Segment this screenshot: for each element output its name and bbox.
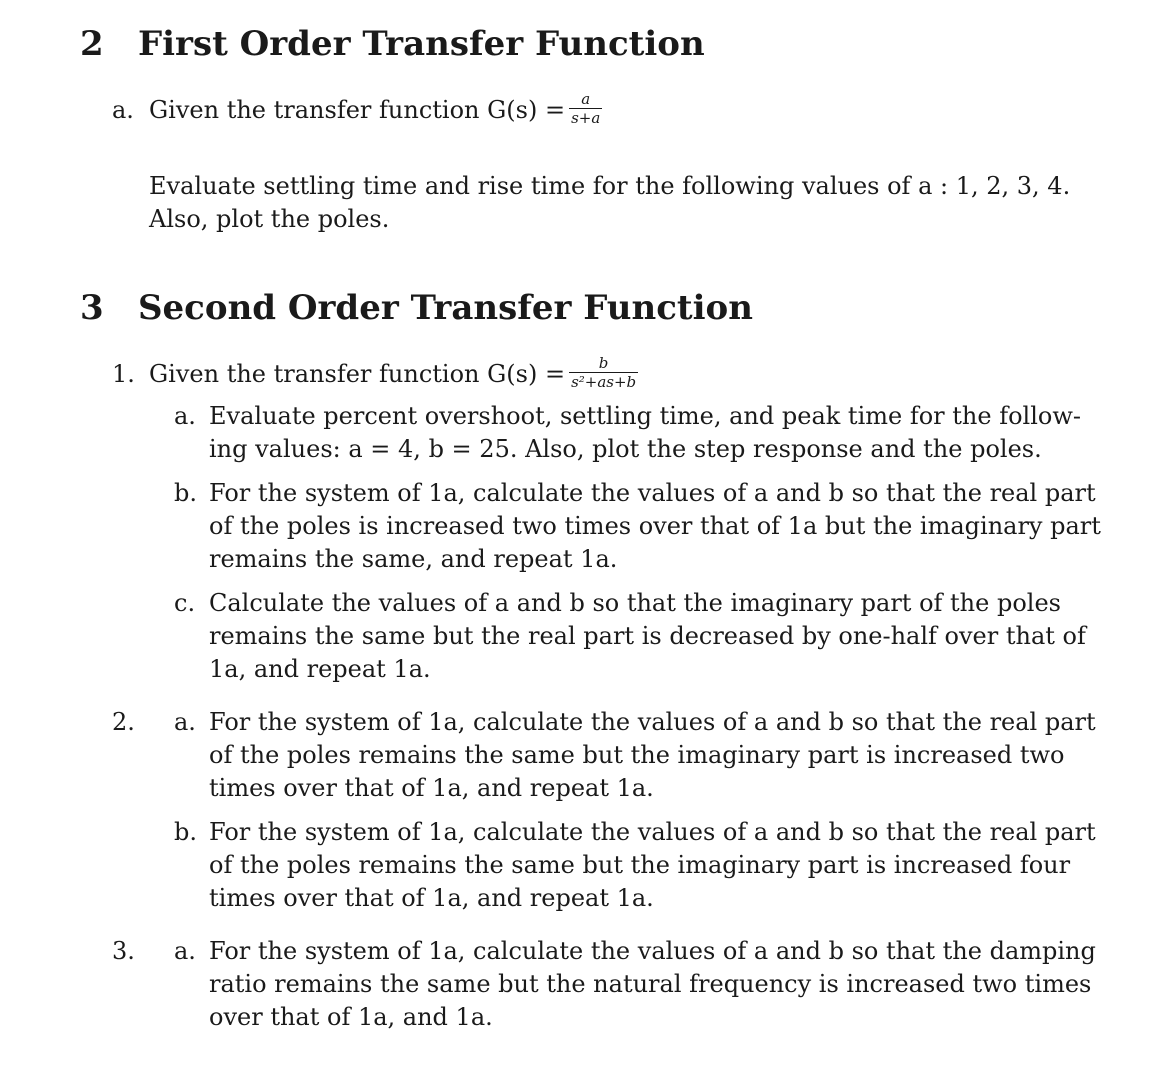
transfer-function-line xyxy=(149,90,602,129)
subitem-1c xyxy=(209,587,1086,686)
given-text: Given the transfer function G(s) = xyxy=(149,360,566,388)
subitem-marker: a. xyxy=(174,937,196,965)
paragraph-line: For the system of 1a, calculate the values of a and b so that the real part xyxy=(209,708,1096,736)
subitem-marker: c. xyxy=(174,589,196,617)
section-2-heading xyxy=(80,24,705,64)
subitem-2b xyxy=(209,816,1096,915)
item-marker: 2. xyxy=(112,708,135,736)
given-text: Given the transfer function G(s) = xyxy=(149,96,566,124)
paragraph-line: Calculate the values of a and b so that the imaginary part of the poles xyxy=(209,589,1061,617)
subitem-2a xyxy=(209,706,1096,805)
subitem-1b xyxy=(209,477,1101,576)
subitem-marker: a. xyxy=(174,708,196,736)
paragraph-line: over that of 1a, and 1a. xyxy=(209,1003,493,1031)
fraction-denominator: s²+as+b xyxy=(571,373,637,391)
paragraph-line: ratio remains the same but the natural frequency is increased two times xyxy=(209,970,1092,998)
paragraph-line: of the poles is increased two times over that of 1a but the imaginary part xyxy=(209,512,1101,540)
paragraph-line: of the poles remains the same but the imaginary part is increased two xyxy=(209,741,1065,769)
subitem-3a xyxy=(209,935,1096,1034)
paragraph-line: remains the same but the real part is decreased by one-half over that of xyxy=(209,622,1086,650)
item-marker: 3. xyxy=(112,937,135,965)
paragraph-line: 1a, and repeat 1a. xyxy=(209,655,431,683)
section-number: 3 xyxy=(80,288,104,328)
transfer-function-line xyxy=(149,354,638,393)
section-title: Second Order Transfer Function xyxy=(138,288,753,328)
subitem-marker: b. xyxy=(174,479,197,507)
subitem-marker: b. xyxy=(174,818,197,846)
paragraph-line: Also, plot the poles. xyxy=(149,205,390,233)
fraction-numerator: b xyxy=(569,355,638,373)
evaluate-paragraph xyxy=(149,170,1070,236)
paragraph-line: For the system of 1a, calculate the values of a and b so that the damping xyxy=(209,937,1096,965)
subitem-marker: a. xyxy=(174,402,196,430)
fraction-numerator: a xyxy=(569,91,602,109)
paragraph-line: ing values: a = 4, b = 25. Also, plot the step response and the poles. xyxy=(209,435,1042,463)
section-number: 2 xyxy=(80,24,104,64)
fraction-denominator: s+a xyxy=(571,109,601,127)
paragraph-line: remains the same, and repeat 1a. xyxy=(209,545,618,573)
paragraph-line: Evaluate settling time and rise time for the following values of a : 1, 2, 3, 4. xyxy=(149,172,1071,200)
paragraph-line: For the system of 1a, calculate the values of a and b so that the real part xyxy=(209,818,1096,846)
paragraph-line: times over that of 1a, and repeat 1a. xyxy=(209,884,654,912)
subitem-1a xyxy=(209,400,1081,466)
paragraph-line: For the system of 1a, calculate the values of a and b so that the real part xyxy=(209,479,1096,507)
paragraph-line: Evaluate percent overshoot, settling time, and peak time for the follow- xyxy=(209,402,1081,430)
section-3-heading xyxy=(80,288,753,328)
section-title: First Order Transfer Function xyxy=(138,24,705,64)
fraction xyxy=(569,355,638,390)
item-marker: 1. xyxy=(112,360,135,388)
fraction xyxy=(569,91,602,126)
paragraph-line: times over that of 1a, and repeat 1a. xyxy=(209,774,654,802)
item-marker: a. xyxy=(112,96,134,124)
paragraph-line: of the poles remains the same but the imaginary part is increased four xyxy=(209,851,1071,879)
